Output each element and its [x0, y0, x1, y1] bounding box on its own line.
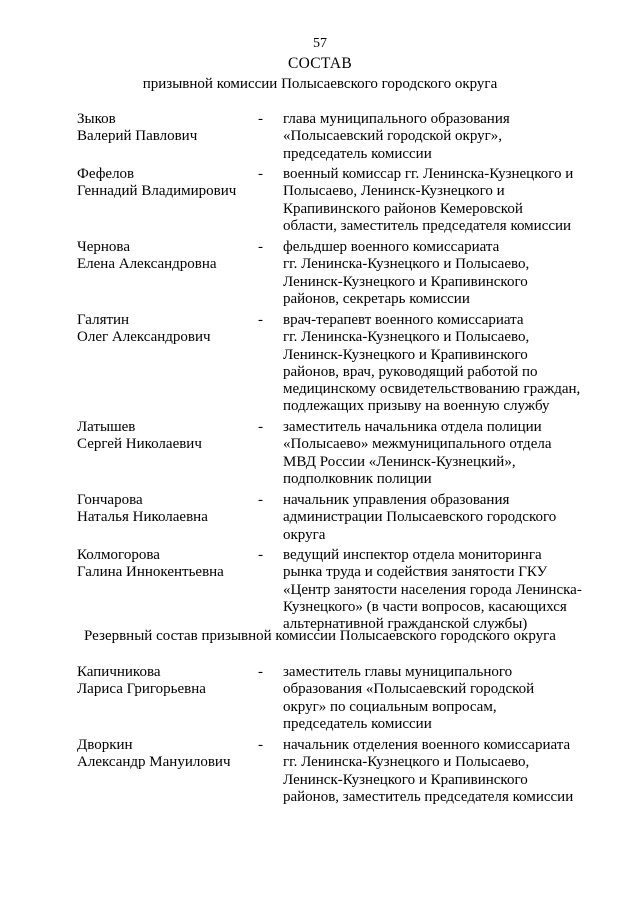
member-entry [0, 492, 640, 545]
member-name: Дворкин Александр Мануилович [77, 737, 231, 771]
member-name: Латышев Сергей Николаевич [77, 419, 202, 453]
member-role: глава муниципального образования «Полысаевский городской округ», председатель комиссии [283, 111, 510, 162]
member-dash: - [258, 737, 263, 753]
member-role: врач-терапевт военного комиссариата гг. Ленинска-Кузнецкого и Полысаево, Ленинск-Кузнецкого и Крапивинского районов, врач, руководящий работой по медицинскому освидетельствованию граждан, подлежащих призыву на военную службу [283, 312, 581, 415]
member-dash: - [258, 239, 263, 255]
member-entry [0, 419, 640, 490]
member-role: заместитель главы муниципального образования «Полысаевский городской округ» по социальным вопросам, председатель комиссии [283, 664, 535, 732]
member-entry [0, 166, 640, 237]
reserve-members-list [0, 664, 640, 810]
page-number: 57 [313, 36, 327, 51]
member-entry [0, 312, 640, 417]
member-dash: - [258, 166, 263, 182]
reserve-heading: Резервный состав призывной комиссии Полысаевского городского округа [84, 628, 556, 644]
member-dash: - [258, 111, 263, 127]
member-role: военный комиссар гг. Ленинска-Кузнецкого и Полысаево, Ленинск-Кузнецкого и Крапивинского районов Кемеровской области, заместитель председателя комиссии [283, 166, 574, 234]
member-entry [0, 239, 640, 310]
member-dash: - [258, 312, 263, 328]
member-dash: - [258, 547, 263, 563]
member-dash: - [258, 419, 263, 435]
member-name: Колмогорова Галина Иннокентьевна [77, 547, 224, 581]
member-name: Галятин Олег Александрович [77, 312, 211, 346]
member-role: заместитель начальника отдела полиции «Полысаево» межмуниципального отдела МВД России «Ленинск-Кузнецкий», подполковник полиции [283, 419, 552, 487]
member-name: Фефелов Геннадий Владимирович [77, 166, 237, 200]
reserve-member-entry [0, 737, 640, 808]
document-title: СОСТАВ [287, 55, 353, 72]
member-role: начальник отделения военного комиссариата гг. Ленинска-Кузнецкого и Полысаево, Ленинск-Кузнецкого и Крапивинского районов, заместитель председателя комиссии [283, 737, 574, 805]
member-name: Зыков Валерий Павлович [77, 111, 198, 145]
document-subtitle: призывной комиссии Полысаевского городского округа [142, 76, 498, 92]
member-entry [0, 547, 640, 635]
commission-members-list [0, 111, 640, 637]
member-dash: - [258, 664, 263, 680]
member-role: начальник управления образования администрации Полысаевского городского округа [283, 492, 557, 543]
member-name: Чернова Елена Александровна [77, 239, 217, 273]
member-entry [0, 111, 640, 164]
member-name: Капичникова Лариса Григорьевна [77, 664, 206, 698]
member-role: ведущий инспектор отдела мониторинга рынка труда и содействия занятости ГКУ «Центр занятости населения города Ленинска- Кузнецкого» (в части вопросов, касающихся альтернативной гражданской службы) [283, 547, 582, 633]
reserve-member-entry [0, 664, 640, 735]
member-name: Гончарова Наталья Николаевна [77, 492, 208, 526]
member-dash: - [258, 492, 263, 508]
member-role: фельдшер военного комиссариата гг. Ленинска-Кузнецкого и Полысаево, Ленинск-Кузнецкого и Крапивинского районов, секретарь комиссии [283, 239, 530, 307]
